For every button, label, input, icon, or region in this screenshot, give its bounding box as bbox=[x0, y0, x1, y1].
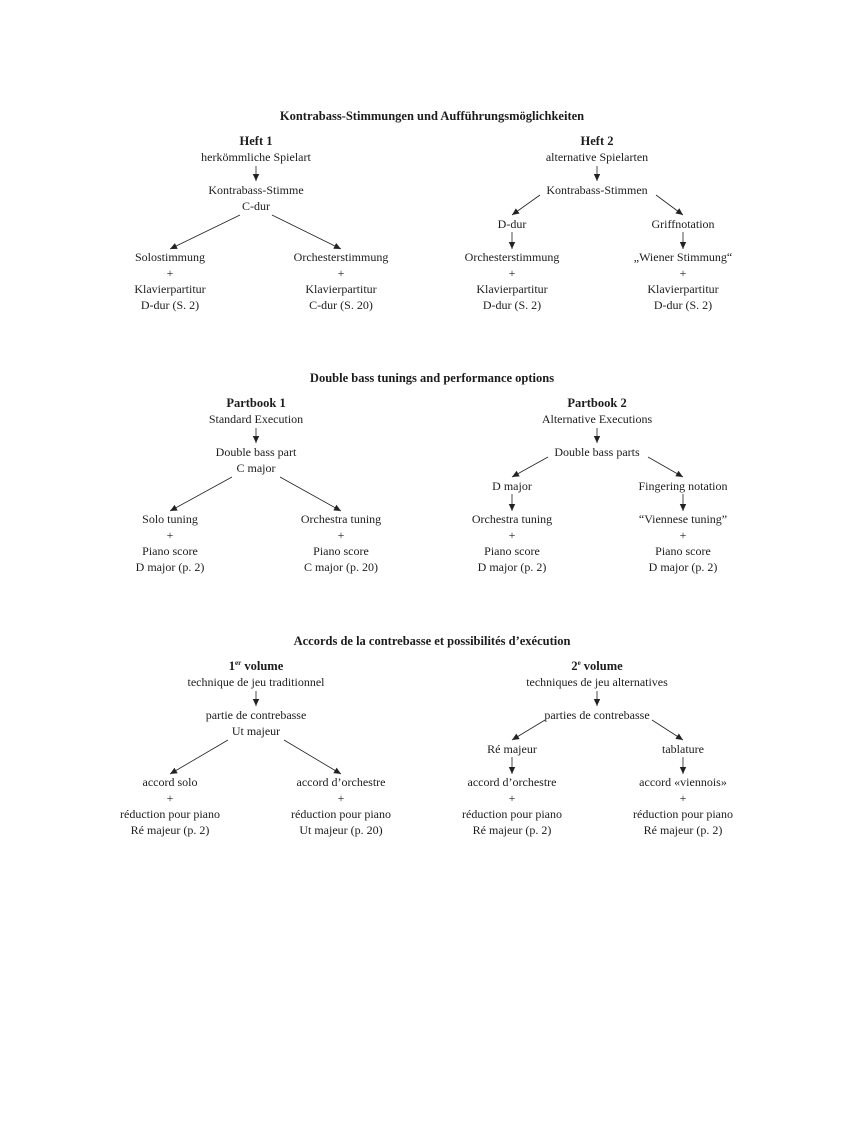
right-label-a: D-dur bbox=[497, 217, 527, 231]
left-part: Kontrabass-Stimme bbox=[208, 183, 304, 197]
tuning: Orchesterstimmung bbox=[464, 250, 560, 264]
arrow bbox=[170, 477, 232, 511]
left-part: Double bass part bbox=[215, 445, 297, 459]
tree-arrows bbox=[0, 371, 864, 611]
left-key: Ut majeur bbox=[231, 724, 281, 738]
tuning: accord d’orchestre bbox=[467, 775, 557, 789]
tuning: „Wiener Stimmung“ bbox=[633, 250, 733, 264]
score-key: Ré majeur (p. 2) bbox=[130, 823, 210, 837]
tuning: accord d’orchestre bbox=[296, 775, 386, 789]
right-heading: Heft 2 bbox=[580, 134, 614, 148]
tuning: Solo tuning bbox=[142, 512, 198, 526]
arrowhead bbox=[594, 436, 600, 443]
arrowhead bbox=[675, 471, 683, 477]
plus: + bbox=[679, 791, 687, 805]
right-label-b: Griffnotation bbox=[651, 217, 715, 231]
section-english bbox=[0, 371, 864, 611]
plus: + bbox=[166, 528, 174, 542]
right-subtitle: Alternative Executions bbox=[541, 412, 653, 426]
tuning: accord «viennois» bbox=[639, 775, 727, 789]
score: réduction pour piano bbox=[120, 807, 220, 821]
heading-rest: volume bbox=[241, 659, 284, 673]
arrowhead bbox=[680, 767, 686, 774]
arrowhead bbox=[253, 174, 259, 181]
right-label-b: tablature bbox=[662, 742, 704, 756]
arrowhead bbox=[253, 436, 259, 443]
score-key: Ré majeur (p. 2) bbox=[643, 823, 723, 837]
arrowhead bbox=[333, 768, 341, 774]
tuning: Orchestra tuning bbox=[471, 512, 553, 526]
arrowhead bbox=[509, 242, 515, 249]
score: Piano score bbox=[313, 544, 369, 558]
right-subtitle: alternative Spielarten bbox=[545, 150, 649, 164]
heading-number: 2 bbox=[571, 659, 578, 673]
plus: + bbox=[508, 266, 516, 280]
heading-sup: e bbox=[577, 659, 581, 667]
plus: + bbox=[679, 528, 687, 542]
score: Klavierpartitur bbox=[305, 282, 377, 296]
arrowhead bbox=[170, 505, 178, 511]
arrowhead bbox=[512, 734, 520, 740]
left-key: C-dur bbox=[242, 199, 270, 213]
plus: + bbox=[337, 791, 345, 805]
score: réduction pour piano bbox=[291, 807, 391, 821]
score-key: D major (p. 2) bbox=[135, 560, 205, 574]
arrow bbox=[272, 215, 341, 249]
section-title: Double bass tunings and performance options bbox=[309, 371, 555, 385]
score: Piano score bbox=[142, 544, 198, 558]
right-part: Kontrabass-Stimmen bbox=[546, 183, 648, 197]
left-heading: Partbook 1 bbox=[226, 396, 286, 410]
arrowhead bbox=[594, 699, 600, 706]
right-part: parties de contrebasse bbox=[544, 708, 650, 722]
heading-number: 1 bbox=[228, 659, 236, 673]
tuning: Solostimmung bbox=[134, 250, 205, 264]
heading-sup: er bbox=[235, 659, 242, 667]
arrowhead bbox=[680, 504, 686, 511]
right-heading: Partbook 2 bbox=[567, 396, 627, 410]
score-key: D-dur (S. 2) bbox=[140, 298, 200, 312]
arrowhead bbox=[253, 699, 259, 706]
plus: + bbox=[337, 528, 345, 542]
score-key: Ut majeur (p. 20) bbox=[299, 823, 383, 837]
arrowhead bbox=[512, 208, 520, 215]
left-heading: Heft 1 bbox=[239, 134, 273, 148]
score: réduction pour piano bbox=[633, 807, 733, 821]
section-title: Kontrabass-Stimmungen und Aufführungsmöglichkeiten bbox=[279, 109, 585, 123]
arrowhead bbox=[675, 734, 683, 740]
arrowhead bbox=[594, 174, 600, 181]
arrow bbox=[170, 740, 228, 774]
right-subtitle: techniques de jeu alternatives bbox=[526, 675, 668, 689]
score-key: Ré majeur (p. 2) bbox=[472, 823, 552, 837]
score: Piano score bbox=[655, 544, 711, 558]
arrow bbox=[284, 740, 341, 774]
arrowhead bbox=[170, 768, 178, 774]
score-key: C-dur (S. 20) bbox=[309, 298, 373, 312]
arrowhead bbox=[333, 505, 341, 511]
plus: + bbox=[508, 528, 516, 542]
arrow bbox=[280, 477, 341, 511]
left-subtitle: technique de jeu traditionnel bbox=[187, 675, 325, 689]
section-french bbox=[0, 634, 864, 874]
arrowhead bbox=[512, 471, 520, 477]
plus: + bbox=[166, 266, 174, 280]
tuning: “Viennese tuning” bbox=[638, 512, 728, 526]
arrowhead bbox=[509, 767, 515, 774]
score-key: D major (p. 2) bbox=[648, 560, 718, 574]
score-key: D major (p. 2) bbox=[477, 560, 547, 574]
score: Klavierpartitur bbox=[476, 282, 548, 296]
right-label-a: D major bbox=[492, 479, 532, 493]
tuning: Orchesterstimmung bbox=[293, 250, 389, 264]
tuning: Orchestra tuning bbox=[300, 512, 382, 526]
right-label-b: Fingering notation bbox=[638, 479, 728, 493]
score: réduction pour piano bbox=[462, 807, 562, 821]
score: Klavierpartitur bbox=[134, 282, 206, 296]
score-key: D-dur (S. 2) bbox=[653, 298, 713, 312]
section-german bbox=[0, 109, 864, 349]
right-part: Double bass parts bbox=[554, 445, 640, 459]
score: Klavierpartitur bbox=[647, 282, 719, 296]
tree-arrows bbox=[0, 109, 864, 349]
score-key: C major (p. 20) bbox=[304, 560, 378, 574]
plus: + bbox=[337, 266, 345, 280]
score-key: D-dur (S. 2) bbox=[482, 298, 542, 312]
left-key: C major bbox=[236, 461, 276, 475]
arrowhead bbox=[675, 208, 683, 215]
tuning: accord solo bbox=[142, 775, 198, 789]
left-part: partie de contrebasse bbox=[205, 708, 307, 722]
arrow bbox=[170, 215, 240, 249]
right-label-a: Ré majeur bbox=[487, 742, 537, 756]
arrowhead bbox=[509, 504, 515, 511]
plus: + bbox=[679, 266, 687, 280]
left-subtitle: herkömmliche Spielart bbox=[201, 150, 311, 164]
score: Piano score bbox=[484, 544, 540, 558]
arrowhead bbox=[680, 242, 686, 249]
heading-rest: volume bbox=[580, 659, 623, 673]
left-subtitle: Standard Execution bbox=[208, 412, 304, 426]
tree-arrows bbox=[0, 634, 864, 874]
section-title: Accords de la contrebasse et possibilités d’exécution bbox=[293, 634, 571, 648]
plus: + bbox=[508, 791, 516, 805]
plus: + bbox=[166, 791, 174, 805]
